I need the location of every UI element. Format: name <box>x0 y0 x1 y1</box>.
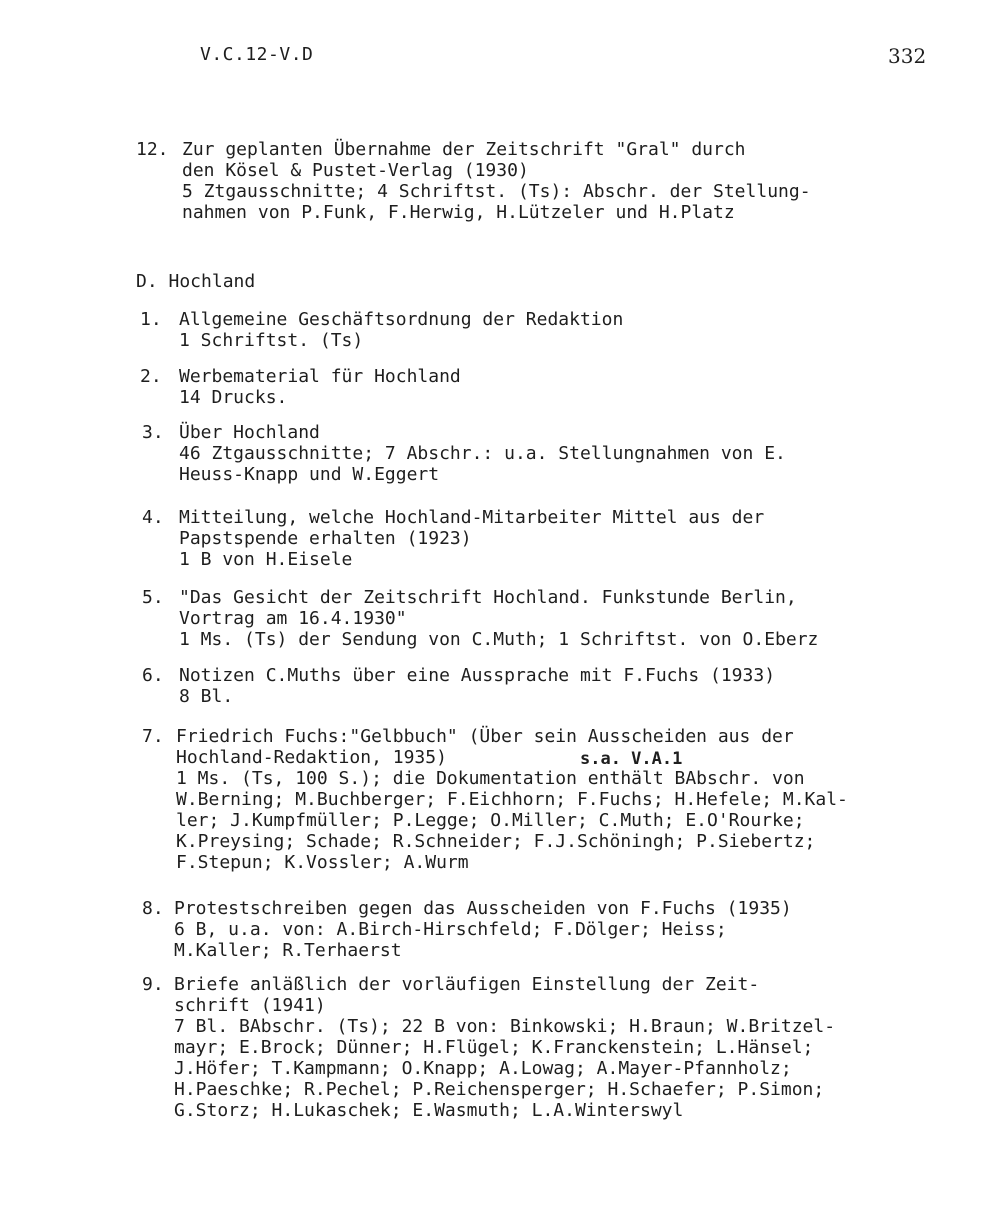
entry-number: 2. <box>140 366 162 387</box>
entry-line: M.Kaller; R.Terhaerst <box>174 940 402 961</box>
cross-reference: s.a. V.A.1 <box>580 749 683 769</box>
entry-line: Allgemeine Geschäftsordnung der Redaktion <box>179 309 624 330</box>
entry-line: 8 Bl. <box>179 686 234 707</box>
entry-line: Werbematerial für Hochland <box>179 366 461 387</box>
entry-line: J.Höfer; T.Kampmann; O.Knapp; A.Lowag; A.Mayer-Pfannholz; <box>174 1058 792 1079</box>
entry-line: Protestschreiben gegen das Ausscheiden von F.Fuchs (1935) <box>174 898 792 919</box>
entry-line: Zur geplanten Übernahme der Zeitschrift "Gral" durch <box>182 139 746 160</box>
entry-line: 46 Ztgausschnitte; 7 Abschr.: u.a. Stellungnahmen von E. <box>179 443 786 464</box>
entry-line: nahmen von P.Funk, F.Herwig, H.Lützeler und H.Platz <box>182 202 735 223</box>
entry-number: 12. <box>136 139 169 160</box>
entry-line: "Das Gesicht der Zeitschrift Hochland. Funkstunde Berlin, <box>179 587 797 608</box>
entry-line: K.Preysing; Schade; R.Schneider; F.J.Schöningh; P.Siebertz; <box>176 831 816 852</box>
entry-line: G.Storz; H.Lukaschek; E.Wasmuth; L.A.Winterswyl <box>174 1100 684 1121</box>
header-range: V.C.12-V.D <box>200 44 314 65</box>
entry-number: 4. <box>142 507 164 528</box>
entry-line: Hochland-Redaktion, 1935) <box>176 747 447 768</box>
entry-line: Vortrag am 16.4.1930" <box>179 608 407 629</box>
page-number: 332 <box>888 44 927 68</box>
entry-line: F.Stepun; K.Vossler; A.Wurm <box>176 852 469 873</box>
entry-number: 3. <box>142 422 164 443</box>
entry-number: 5. <box>142 587 164 608</box>
entry-number: 8. <box>142 898 164 919</box>
entry-number: 1. <box>140 309 162 330</box>
entry-line: Briefe anläßlich der vorläufigen Einstellung der Zeit- <box>174 974 760 995</box>
entry-number: 6. <box>142 665 164 686</box>
entry-line-with-ref <box>176 747 916 768</box>
entry-line: Notizen C.Muths über eine Aussprache mit F.Fuchs (1933) <box>179 665 776 686</box>
entry-line: Papstspende erhalten (1923) <box>179 528 472 549</box>
entry-line: Mitteilung, welche Hochland-Mitarbeiter Mittel aus der <box>179 507 765 528</box>
entry-line: schrift (1941) <box>174 995 326 1016</box>
entry-line: Heuss-Knapp und W.Eggert <box>179 464 440 485</box>
entry-line: 1 Ms. (Ts) der Sendung von C.Muth; 1 Schriftst. von O.Eberz <box>179 629 819 650</box>
section-heading: D. Hochland <box>136 271 256 292</box>
entry-line: W.Berning; M.Buchberger; F.Eichhorn; F.Fuchs; H.Hefele; M.Kal- <box>176 789 848 810</box>
entry-line: 1 B von H.Eisele <box>179 549 353 570</box>
entry-line: ler; J.Kumpfmüller; P.Legge; O.Miller; C.Muth; E.O'Rourke; <box>176 810 805 831</box>
entry-line: 1 Ms. (Ts, 100 S.); die Dokumentation enthält BAbschr. von <box>176 768 805 789</box>
entry-line: 5 Ztgausschnitte; 4 Schriftst. (Ts): Abschr. der Stellung- <box>182 181 811 202</box>
entry-line: Über Hochland <box>179 422 320 443</box>
entry-line: den Kösel & Pustet-Verlag (1930) <box>182 160 529 181</box>
entry-line: mayr; E.Brock; Dünner; H.Flügel; K.Franckenstein; L.Hänsel; <box>174 1037 814 1058</box>
entry-line: 7 Bl. BAbschr. (Ts); 22 B von: Binkowski; H.Braun; W.Britzel- <box>174 1016 836 1037</box>
entry-number: 9. <box>142 974 164 995</box>
entry-line: H.Paeschke; R.Pechel; P.Reichensperger; H.Schaefer; P.Simon; <box>174 1079 825 1100</box>
entry-line: Friedrich Fuchs:"Gelbbuch" (Über sein Ausscheiden aus der <box>176 726 794 747</box>
entry-line: 14 Drucks. <box>179 387 288 408</box>
entry-line: 6 B, u.a. von: A.Birch-Hirschfeld; F.Dölger; Heiss; <box>174 919 727 940</box>
entry-line: 1 Schriftst. (Ts) <box>179 330 364 351</box>
entry-number: 7. <box>142 726 164 747</box>
